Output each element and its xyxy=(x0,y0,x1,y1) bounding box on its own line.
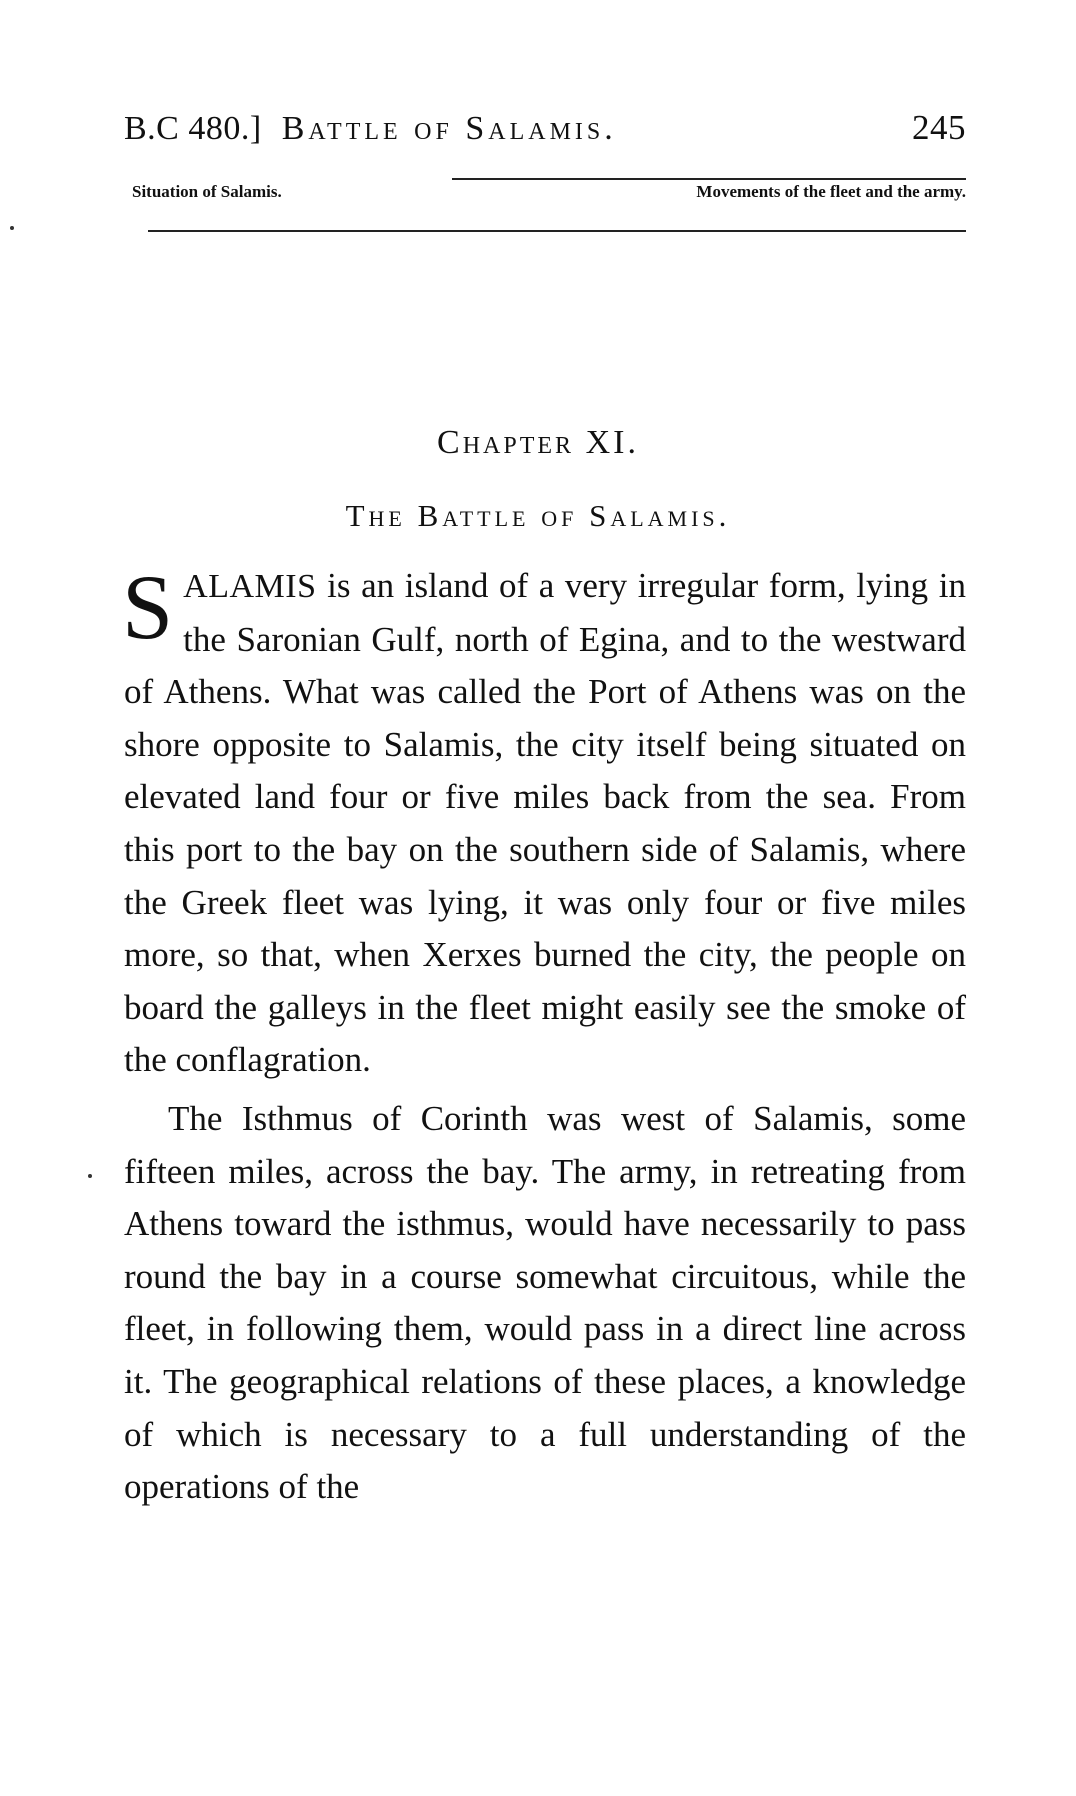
subheader xyxy=(132,182,966,202)
running-head xyxy=(124,108,966,158)
header-rule-short xyxy=(452,178,966,180)
page-number: 245 xyxy=(912,108,966,147)
body-text xyxy=(122,556,966,1514)
chapter-title: The Battle of Salamis. xyxy=(345,498,731,533)
drop-cap: S xyxy=(122,556,174,658)
print-speck xyxy=(10,226,14,230)
paragraph-2: The Isthmus of Corinth was west of Salamis, some fifteen miles, across the bay. The army, in retreating from Athens toward the isthmus, would have necessarily to pass round the bay in a course somewhat circuitous, while the fleet, in following them, would pass in a direct line across it. The geographical relations of these places, a knowledge of which is necessary to a full understanding of the operations of the xyxy=(124,1098,966,1507)
subheader-left: Situation of Salamis. xyxy=(132,182,282,201)
subheader-right: Movements of the fleet and the army. xyxy=(696,182,966,201)
header-date-ref: B.C 480.] xyxy=(124,110,262,147)
header-rule-full xyxy=(148,230,966,232)
header-title: Battle of Salamis. xyxy=(281,110,617,147)
chapter-label: Chapter XI. xyxy=(437,424,639,461)
paragraph-1-text: is an island of a very irregular form, lying in the Saronian Gulf, north of Egina, and to the westward of Athens. What was called the Port of Athens was on the shore opposite to Salamis, the city itself being situated on elevated land four or five miles back from the sea. From this port to the bay on the southern side of Salamis, where the Greek fleet was lying, it was only four or five miles more, so that, when Xerxes burned the city, the people on board the galleys in the fleet might easily see the smoke of the conflagration. xyxy=(124,566,966,1080)
print-speck xyxy=(88,1174,92,1178)
opening-caps: ALAMIS xyxy=(183,568,317,605)
paragraph-1 xyxy=(122,556,966,1087)
